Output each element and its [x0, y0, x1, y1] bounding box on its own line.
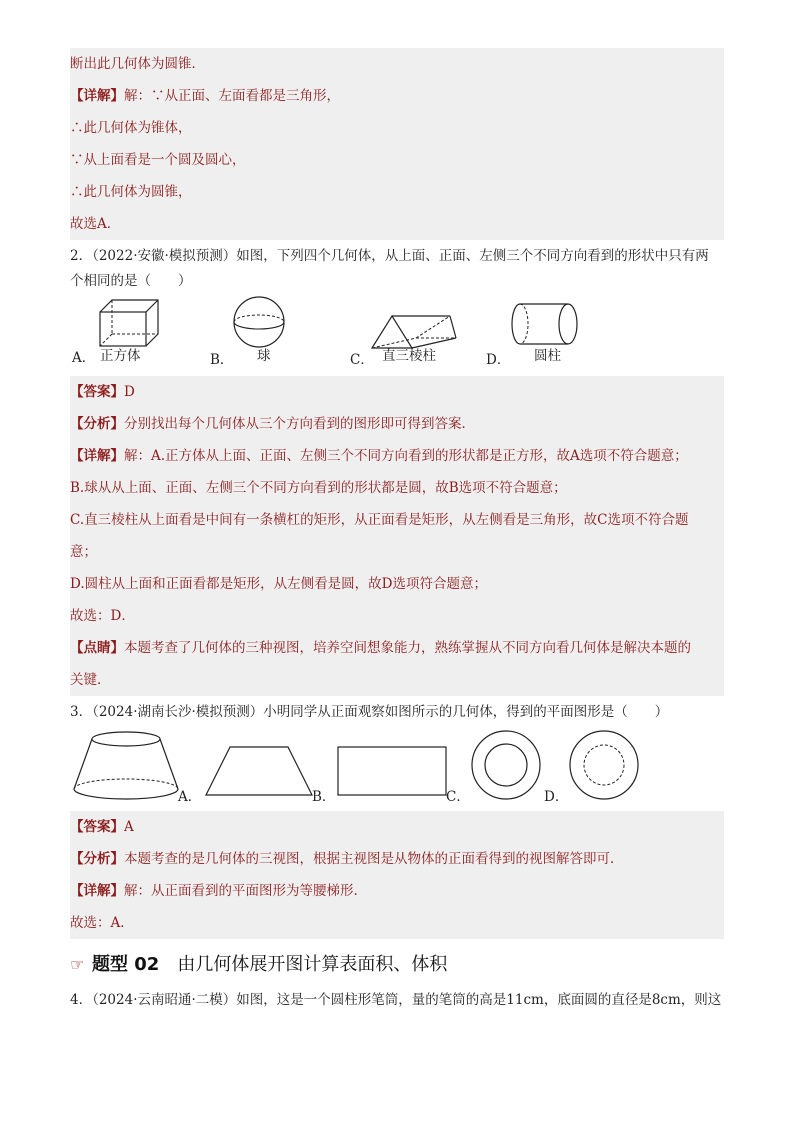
question-4	[70, 985, 724, 1015]
frustum-figure	[72, 731, 180, 801]
question-stem: 4．（2024·云南昭通·二模）如图，这是一个圆柱形笔筒，量的笔筒的高是11cm，底面圆的直径是8cm，则这	[70, 992, 722, 1008]
option-letter: C．	[446, 789, 470, 805]
sphere-figure	[233, 296, 287, 350]
detail-line: D.圆柱从上面和正面看都是矩形，从左侧看是圆，故D选项符合题意；	[70, 576, 487, 592]
answer-line: 【答案】D	[70, 384, 135, 400]
concentric-circles-figure	[470, 729, 542, 801]
q3-options-figures	[70, 725, 724, 809]
option-letter: A．	[72, 350, 96, 366]
section-heading	[70, 945, 724, 985]
option-name: 球	[257, 348, 271, 364]
comment-line: 【点睛】本题考查了几何体的三种视图，培养空间想象能力，熟练掌握从不同方向看几何体是解决本题的	[70, 640, 691, 656]
question-stem: 2．（2022·安徽·模拟预测）如图，下列四个几何体，从上面、正面、左侧三个不同方向看到的形状中只有两	[70, 248, 709, 264]
q2-answer-block	[70, 376, 724, 696]
question-2	[70, 244, 724, 696]
option-name: 圆柱	[534, 348, 561, 364]
detail-line: 意；	[70, 544, 97, 560]
prev-answer-block	[70, 48, 724, 240]
q2-options-figures	[70, 294, 724, 374]
detail-line: C.直三棱柱从上面看是中间有一条横杠的矩形，从正面看是矩形，从左侧看是三角形，故C选项不符合题	[70, 512, 689, 528]
text-line: ∵从上面看是一个圆及圆心，	[70, 152, 246, 168]
text-line: ∴此几何体为圆锥，	[70, 184, 192, 200]
detail-line: 【详解】解：从正面看到的平面图形为等腰梯形.	[70, 883, 358, 899]
cylinder-figure	[510, 302, 582, 348]
detail-line: B.球从从上面、正面、左侧三个不同方向看到的形状都是圆，故B选项不符合题意；	[70, 480, 567, 496]
pointing-hand-icon: ☞	[70, 955, 85, 974]
option-letter: D．	[486, 352, 511, 368]
text-line: ∴此几何体为锥体，	[70, 120, 192, 136]
cube-figure	[98, 298, 162, 350]
question-stem: 个相同的是（ ）	[70, 273, 192, 289]
comment-line: 关键．	[70, 672, 111, 688]
choose-line: 故选：A．	[70, 915, 134, 931]
text-line: 故选A．	[70, 216, 121, 232]
analysis-line: 【分析】本题考查的是几何体的三视图，根据主视图是从物体的正面看得到的视图解答即可．	[70, 851, 624, 867]
option-letter: A．	[178, 789, 202, 805]
document-page	[70, 48, 724, 1015]
answer-line: 【答案】A	[70, 819, 134, 835]
choose-line: 故选：D．	[70, 608, 135, 624]
section-type-label: 题型 02	[92, 954, 160, 975]
option-letter: B．	[210, 352, 234, 368]
text-line: 【详解】解：∵从正面、左面看都是三角形，	[70, 88, 340, 104]
option-letter: B．	[312, 789, 336, 805]
section-title: 由几何体展开图计算表面积、体积	[177, 954, 448, 975]
dashed-inner-circle-figure	[568, 729, 640, 801]
option-name: 直三棱柱	[382, 348, 436, 364]
option-name: 正方体	[100, 348, 141, 364]
question-stem: 3．（2024·湖南长沙·模拟预测）小明同学从正面观察如图所示的几何体，得到的平面图形是（ ）	[70, 704, 669, 720]
analysis-line: 【分析】分别找出每个几何体从三个方向看到的图形即可得到答案．	[70, 416, 475, 432]
detail-line: 【详解】解：A.正方体从上面、正面、左侧三个不同方向看到的形状都是正方形，故A选项不符合题意；	[70, 448, 688, 464]
option-letter: C．	[350, 352, 374, 368]
rectangle-figure	[336, 745, 448, 797]
text-line: 断出此几何体为圆锥．	[70, 56, 205, 72]
trapezoid-figure	[204, 745, 314, 797]
option-letter: D．	[544, 789, 569, 805]
q3-answer-block	[70, 811, 724, 939]
question-3	[70, 700, 724, 939]
